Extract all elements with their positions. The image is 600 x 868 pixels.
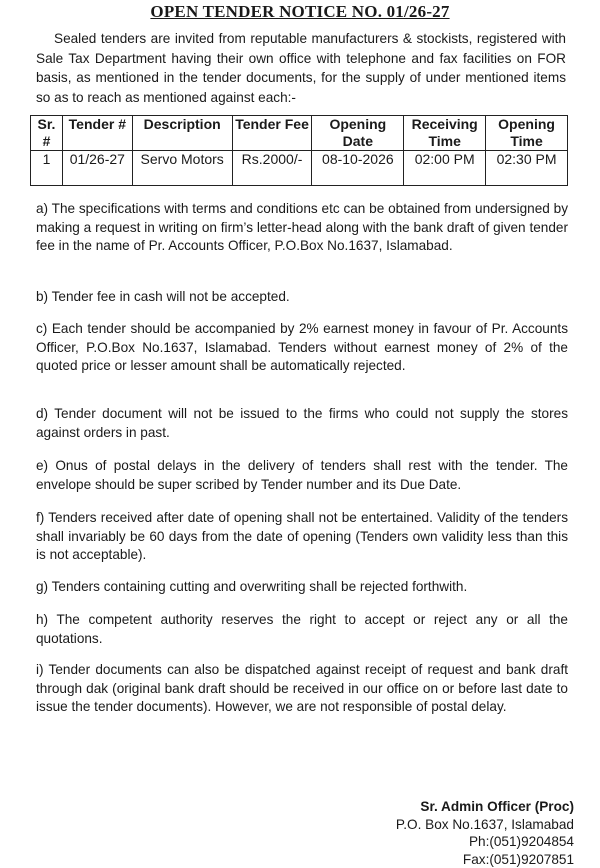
col-header-opening-date: Opening Date [312,116,404,151]
col-header-opening-time: Opening Time [486,116,568,151]
table-header-row [31,116,568,151]
cell-opening-date: 08-10-2026 [312,151,404,186]
clause-b: b) Tender fee in cash will not be accepted. [36,288,568,307]
clause-h: h) The competent authority reserves the right to accept or reject any or all the quotations. [36,611,568,648]
signatory-phone: Ph:(051)9204854 [396,833,574,851]
cell-receiving-time: 02:00 PM [404,151,486,186]
clause-e: e) Onus of postal delays in the delivery of tenders shall rest with the tender. The envelope should be super scribed by Tender number and its Due Date. [36,457,568,494]
signature-block [396,798,574,868]
tender-table [30,115,568,186]
clause-i: i) Tender documents can also be dispatched against receipt of request and bank draft through dak (original bank draft should be received in our office on or before last date to issue the tender documents). However, we are not responsible of postal delay. [36,661,568,717]
table-row [31,151,568,186]
clause-d: d) Tender document will not be issued to the firms who could not supply the stores against orders in past. [36,405,568,442]
cell-sr: 1 [31,151,63,186]
col-header-fee: Tender Fee [232,116,312,151]
cell-description: Servo Motors [132,151,232,186]
col-header-receiving-time: Receiving Time [404,116,486,151]
signatory-fax: Fax:(051)9207851 [396,851,574,868]
signatory-title: Sr. Admin Officer (Proc) [396,798,574,816]
cell-tender: 01/26-27 [62,151,132,186]
clause-f: f) Tenders received after date of opening shall not be entertained. Validity of the tenders shall invariably be 60 days from the date of opening (Tenders own validity less than this is not acceptable). [36,509,568,565]
notice-title: OPEN TENDER NOTICE NO. 01/26-27 [0,2,600,22]
cell-fee: Rs.2000/- [232,151,312,186]
clause-g: g) Tenders containing cutting and overwriting shall be rejected forthwith. [36,578,568,597]
col-header-sr: Sr. # [31,116,63,151]
col-header-description: Description [132,116,232,151]
clause-a: a) The specifications with terms and conditions etc can be obtained from undersigned by making a request in writing on firm’s letter-head along with the bank draft of given tender fee in the name of Pr. Accounts Officer, P.O.Box No.1637, Islamabad. [36,200,568,256]
notice-intro: Sealed tenders are invited from reputable manufacturers & stockists, registered with Sale Tax Department having their own office with telephone and fax facilities on FOR basis, as mentioned in the tender documents, for the supply of under mentioned items so as to reach as mentioned against each:- [36,29,566,107]
col-header-tender: Tender # [62,116,132,151]
cell-opening-time: 02:30 PM [486,151,568,186]
clause-c: c) Each tender should be accompanied by 2% earnest money in favour of Pr. Accounts Officer, P.O.Box No.1637, Islamabad. Tenders without earnest money of 2% of the quoted price or lesser amount shall be automatically rejected. [36,320,568,376]
signatory-address: P.O. Box No.1637, Islamabad [396,816,574,834]
